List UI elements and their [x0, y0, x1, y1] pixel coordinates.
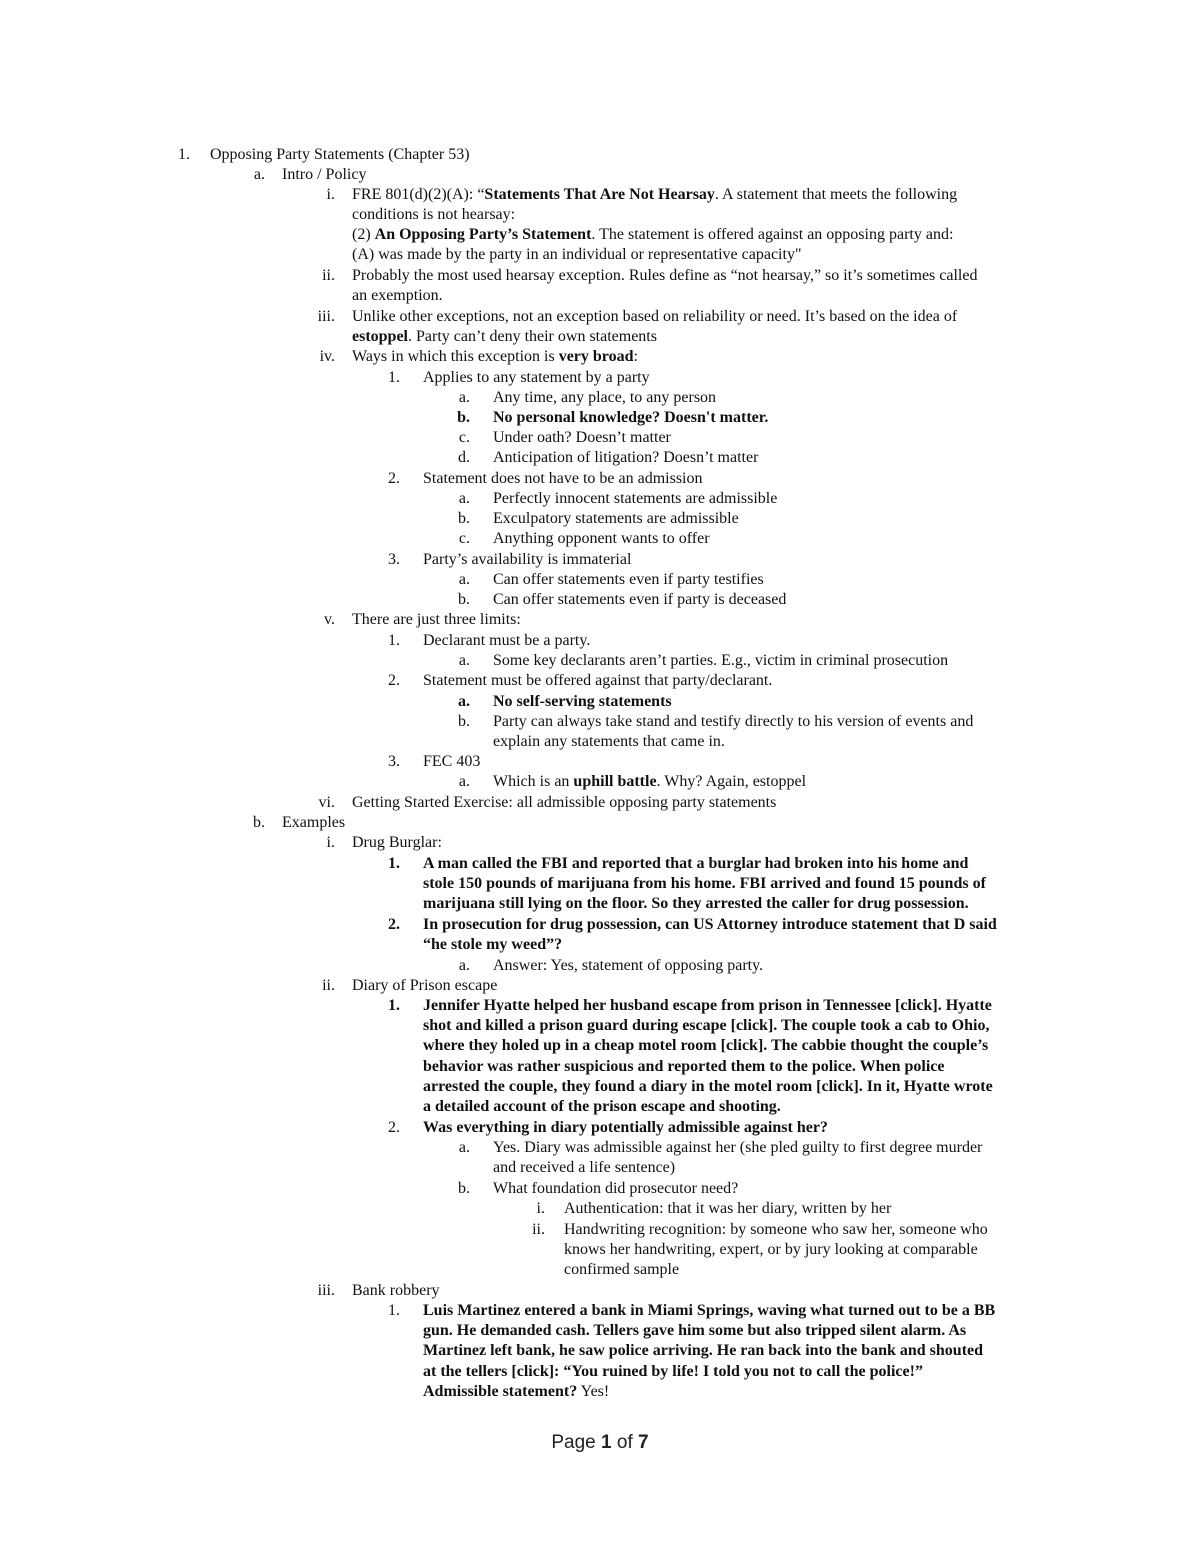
outline-text: Answer: Yes, statement of opposing party. — [493, 957, 764, 974]
list-marker: c. — [458, 429, 470, 446]
outline-text: Getting Started Exercise: all admissible opposing party statements — [352, 794, 777, 811]
outline-text: a detailed account of the prison escape and shooting. — [423, 1098, 781, 1115]
total-pages: 7 — [638, 1432, 649, 1453]
list-marker: 2. — [388, 470, 400, 487]
list-marker: i. — [326, 186, 335, 203]
outline-text: Unlike other exceptions, not an exception based on reliability or need. It’s based on the idea of — [352, 308, 958, 325]
outline-text: Authentication: that it was her diary, written by her — [564, 1200, 892, 1217]
outline-text: Anticipation of litigation? Doesn’t matter — [493, 449, 759, 466]
outline-text: estoppel. Party can’t deny their own statements — [352, 328, 657, 345]
outline-text: FEC 403 — [423, 753, 481, 770]
list-marker: iv. — [319, 348, 335, 365]
outline-text: Martinez left bank, he saw police arriving. He ran back into the bank and shouted — [423, 1342, 984, 1359]
outline-text: Was everything in diary potentially admissible against her? — [423, 1119, 828, 1136]
outline-text: (2) An Opposing Party’s Statement. The statement is offered against an opposing party and: — [352, 226, 954, 243]
list-marker: 1. — [388, 997, 400, 1014]
outline-text: Which is an uphill battle. Why? Again, estoppel — [493, 773, 807, 790]
list-marker: 2. — [388, 672, 400, 689]
list-marker: a. — [458, 693, 470, 710]
page-label: Page — [551, 1432, 596, 1453]
outline-text: Party’s availability is immaterial — [423, 551, 632, 568]
outline-text: There are just three limits: — [352, 611, 521, 628]
list-marker: b. — [457, 409, 470, 426]
list-marker: b. — [458, 1180, 470, 1197]
outline-text: Can offer statements even if party is deceased — [493, 591, 787, 608]
list-marker: a. — [458, 389, 470, 406]
outline-text: arrested the couple, they found a diary in the motel room [click]. In it, Hyatte wrote — [423, 1078, 993, 1095]
outline-text: Yes. Diary was admissible against her (she pled guilty to first degree murder — [493, 1139, 983, 1156]
list-marker: 1. — [388, 855, 400, 872]
outline-text: stole 150 pounds of marijuana from his home. FBI arrived and found 15 pounds of — [423, 875, 986, 892]
outline-text: and received a life sentence) — [493, 1159, 676, 1176]
list-marker: a. — [253, 166, 265, 183]
outline-text: marijuana still lying on the floor. So they arrested the caller for drug possession. — [423, 895, 969, 912]
outline-text: Anything opponent wants to offer — [493, 530, 710, 547]
outline-text: Exculpatory statements are admissible — [493, 510, 739, 527]
outline-text: confirmed sample — [564, 1261, 680, 1278]
outline-text: conditions is not hearsay: — [352, 206, 516, 223]
outline-text: What foundation did prosecutor need? — [493, 1180, 739, 1197]
subsection-heading: Examples — [282, 814, 346, 831]
outline-text: Declarant must be a party. — [423, 632, 591, 649]
outline-text: gun. He demanded cash. Tellers gave him some but also tripped silent alarm. As — [423, 1322, 967, 1339]
list-marker: b. — [253, 814, 265, 831]
list-marker: 1. — [388, 1302, 400, 1319]
outline-text: Bank robbery — [352, 1282, 440, 1299]
list-marker: a. — [458, 957, 470, 974]
list-marker: 3. — [388, 753, 400, 770]
outline-text: at the tellers [click]: “You ruined by life! I told you not to call the police!” — [423, 1363, 923, 1380]
outline-text: Can offer statements even if party testifies — [493, 571, 764, 588]
page-number-footer — [0, 1432, 1200, 1454]
outline-text: Some key declarants aren’t parties. E.g., victim in criminal prosecution — [493, 652, 949, 669]
list-marker: 1. — [388, 632, 400, 649]
list-marker: b. — [458, 591, 470, 608]
outline-text: Perfectly innocent statements are admissible — [493, 490, 778, 507]
list-marker: ii. — [322, 977, 335, 994]
list-marker: i. — [326, 834, 335, 851]
outline-text: (A) was made by the party in an individual or representative capacity" — [352, 246, 802, 263]
outline-text: Probably the most used hearsay exception. Rules define as “not hearsay,” so it’s sometimes called — [352, 267, 978, 284]
outline-text: Admissible statement? Yes! — [423, 1383, 610, 1400]
list-marker: v. — [324, 611, 335, 628]
list-marker: a. — [458, 1139, 470, 1156]
outline-text: Any time, any place, to any person — [493, 389, 717, 406]
outline-text: shot and killed a prison guard during escape [click]. The couple took a cab to Ohio, — [423, 1017, 990, 1034]
current-page: 1 — [601, 1432, 612, 1453]
list-marker: vi. — [318, 794, 335, 811]
list-marker: 1. — [178, 146, 190, 163]
outline-text: No self-serving statements — [493, 693, 672, 710]
outline-text: Handwriting recognition: by someone who saw her, someone who — [564, 1221, 988, 1238]
list-marker: d. — [458, 449, 470, 466]
outline-text: an exemption. — [352, 287, 443, 304]
list-marker: 1. — [388, 369, 400, 386]
list-marker: 3. — [388, 551, 400, 568]
outline-text: Jennifer Hyatte helped her husband escape from prison in Tennessee [click]. Hyatte — [423, 997, 992, 1014]
list-marker: ii. — [322, 267, 335, 284]
list-marker: 2. — [388, 916, 400, 933]
list-marker: a. — [458, 773, 470, 790]
outline-text: Drug Burglar: — [352, 834, 442, 851]
outline-text: In prosecution for drug possession, can US Attorney introduce statement that D said — [423, 916, 997, 933]
outline-text: Statement does not have to be an admission — [423, 470, 703, 487]
list-marker: c. — [458, 530, 470, 547]
outline-text: behavior was rather suspicious and reported them to the police. When police — [423, 1058, 945, 1075]
list-marker: b. — [458, 713, 470, 730]
list-marker: iii. — [317, 308, 335, 325]
subsection-heading: Intro / Policy — [282, 166, 367, 183]
outline-text: Under oath? Doesn’t matter — [493, 429, 671, 446]
list-marker: iii. — [317, 1282, 335, 1299]
outline-text: Ways in which this exception is very broad: — [352, 348, 638, 365]
list-marker: ii. — [532, 1221, 545, 1238]
outline-text: explain any statements that came in. — [493, 733, 725, 750]
outline-text: FRE 801(d)(2)(A): “Statements That Are Not Hearsay. A statement that meets the following — [352, 186, 958, 203]
outline-text: No personal knowledge? Doesn't matter. — [493, 409, 769, 426]
outline-text: Statement must be offered against that party/declarant. — [423, 672, 773, 689]
list-marker: a. — [458, 652, 470, 669]
outline-text: Luis Martinez entered a bank in Miami Springs, waving what turned out to be a BB — [423, 1302, 996, 1319]
outline-text: “he stole my weed”? — [423, 936, 563, 953]
outline-text: Diary of Prison escape — [352, 977, 498, 994]
outline-text: Applies to any statement by a party — [423, 369, 650, 386]
outline-text: knows her handwriting, expert, or by jury looking at comparable — [564, 1241, 978, 1258]
list-marker: 2. — [388, 1119, 400, 1136]
list-marker: b. — [458, 510, 470, 527]
outline-text: A man called the FBI and reported that a burglar had broken into his home and — [423, 855, 969, 872]
outline-text: where they holed up in a cheap motel room [click]. The cabbie thought the couple’s — [423, 1037, 989, 1054]
section-heading: Opposing Party Statements (Chapter 53) — [210, 146, 470, 163]
list-marker: a. — [458, 490, 470, 507]
of-label: of — [616, 1432, 633, 1453]
list-marker: i. — [536, 1200, 545, 1217]
list-marker: a. — [458, 571, 470, 588]
outline-text: Party can always take stand and testify directly to his version of events and — [493, 713, 974, 730]
